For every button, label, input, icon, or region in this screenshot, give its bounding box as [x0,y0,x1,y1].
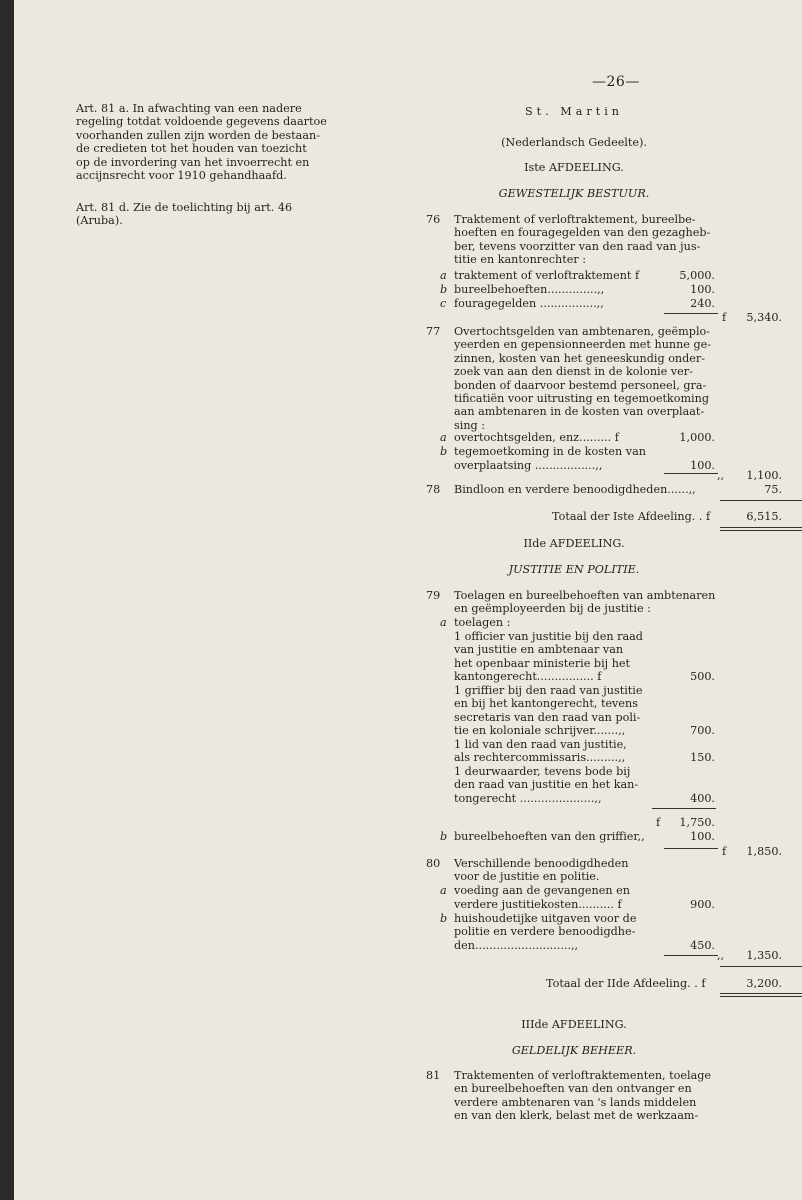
section-heading: IIde AFDEELING. [523,537,625,550]
sub-item-text [454,630,643,684]
sub-item-text [454,738,627,765]
note-line: accijnsrecht voor 1910 gehandhaafd. [76,169,287,183]
text-line: en bureelbehoeften van den ontvanger en [454,1082,692,1096]
item-amount: 450. [690,939,715,952]
text-line: hoeften en fouragegelden van den gezagheb- [454,226,711,240]
note-line: voorhanden zullen zijn worden de bestaan- [76,128,320,142]
item-text: toelagen : [454,616,511,629]
section-total-label: Totaal der IIde Afdeeling. . f [546,977,706,990]
article-number: 76 [426,213,441,226]
item-amount: 100. [690,283,715,296]
note-line: Art. 81 d. Zie de toelichting bij art. 46 [76,201,293,214]
article-text [454,1069,711,1123]
article-total: 1,350. [746,949,782,962]
item-text: overplaatsing .................,, [454,459,603,472]
sum-rule [664,473,718,474]
text-line: het openbaar ministerie bij het [454,656,631,670]
item-text: bureelbehoeften van den griffier,, [454,830,645,843]
text-line: politie en verdere benoodigdhe- [454,925,636,939]
item-letter: c [440,297,447,310]
text-line: yeerden en gepensionneerden met hunne ge- [454,338,712,352]
article-number: 80 [426,857,441,870]
item-amount: 240. [690,297,715,310]
article-total: 5,340. [746,311,782,324]
text-line: sing : [454,418,486,432]
note-line: (Aruba). [76,214,123,228]
article-text [454,589,715,616]
text-line: voor de justitie en politie. [454,870,600,884]
sub-item-text [454,765,638,805]
article-text: Bindloon en verdere benoodigdheden......,, [454,483,696,496]
text-line: Overtochtsgelden van ambtenaren, geëmplo- [454,325,711,338]
text-line: tongerecht .....................,, [454,791,602,805]
item-amount: 900. [690,898,715,911]
island-title: St. Martin [524,105,624,118]
double-rule [720,527,802,528]
text-line: verdere ambtenaren van 's lands middelen [454,1095,697,1109]
text-line: bonden of daarvoor bestemd personeel, gra- [454,378,707,392]
item-amount: 700. [690,724,715,737]
total-prefix: ,, [717,949,725,962]
text-line: den...........................,, [454,938,579,952]
island-subtitle: (Nederlandsch Gedeelte). [501,136,647,149]
item-text: tegemoetkoming in de kosten van [454,445,646,458]
item-text: verdere justitiekosten.......... f [454,898,622,911]
text-line: Verschillende benoodigdheden [454,857,629,870]
text-line: 1 deurwaarder, tevens bode bij [454,765,631,778]
sub-item-text [454,684,642,738]
note-line: Art. 81 a. In afwachting van een nadere [76,102,302,115]
item-amount: 1,000. [679,431,715,444]
text-line: Toelagen en bureelbehoeften van ambtenaren [454,589,716,602]
text-line: titie en kantonrechter : [454,253,587,267]
item-text [454,912,636,952]
item-letter: b [440,283,448,296]
sum-rule [652,808,716,809]
double-rule [720,530,802,531]
article-number: 79 [426,589,441,602]
article-text [454,213,710,267]
section-title: JUSTITIE EN POLITIE. [508,563,640,576]
article-total: 1,100. [746,469,782,482]
note-line: de credieten tot het houden van toezicht [76,142,307,156]
text-line: 1 griffier bij den raad van justitie [454,684,643,697]
note-art81d [76,201,292,228]
text-line: 1 officier van justitie bij den raad [454,630,643,643]
item-letter: b [440,445,448,458]
text-line: ber, tevens voorzitter van den raad van jus- [454,239,701,253]
book-binding-edge [0,0,14,1200]
item-text: overtochtsgelden, enz......... f [454,431,619,444]
sum-rule [664,848,718,849]
text-line: Traktementen of verloftraktementen, toelage [454,1069,712,1082]
text-line: en geëmployeerden bij de justitie : [454,602,651,616]
item-letter: a [440,884,447,897]
article-text [454,325,711,432]
double-rule [720,996,802,997]
item-text: bureelbehoeften..............,, [454,283,605,296]
total-prefix: f [722,311,727,324]
text-line: secretaris van den raad van poli- [454,710,641,724]
sum-rule [720,966,802,967]
article-total: 75. [764,483,782,496]
item-letter: b [440,830,448,843]
section-total-amount: 6,515. [746,510,782,523]
item-letter: a [440,269,447,282]
text-line: zoek van aan den dienst in de kolonie ver- [454,365,693,379]
item-amount: 100. [690,459,715,472]
text-line: 1 lid van den raad van justitie, [454,738,627,751]
sum-rule [664,955,718,956]
article-text [454,857,628,884]
text-line: tificatiën voor uitrusting en tegemoetkoming [454,392,710,406]
item-amount: 5,000. [679,269,715,282]
item-text: traktement of verloftraktement f [454,269,640,282]
text-line: kantongerecht................ f [454,670,602,684]
section-heading: Iste AFDEELING. [524,161,624,174]
section-title: GEWESTELIJK BESTUUR. [498,187,650,200]
article-number: 78 [426,483,441,496]
item-amount: 100. [690,830,715,843]
sum-rule [720,500,802,501]
item-letter: a [440,431,447,444]
item-amount: 500. [690,670,715,683]
section-total-amount: 3,200. [746,977,782,990]
text-line: den raad van justitie en het kan- [454,778,639,792]
article-number: 81 [426,1069,441,1082]
item-text: fouragegelden ................,, [454,297,604,310]
text-line: tie en koloniale schrijver.......,, [454,724,626,738]
text-line: en bij het kantongerecht, tevens [454,697,638,711]
text-line: aan ambtenaren in de kosten van overplaat- [454,405,705,419]
text-line: van justitie en ambtenaar van [454,643,624,657]
note-line: op de invordering van het invoerrecht en [76,155,310,169]
section-total-label: Totaal der Iste Afdeeling. . f [552,510,711,523]
total-prefix: ,, [717,469,725,482]
total-prefix: f [722,845,727,858]
article-total: 1,850. [746,845,782,858]
subtotal-prefix: f [656,816,661,829]
note-art81a [76,102,327,182]
text-line: en van den klerk, belast met de werkzaam- [454,1109,699,1123]
note-line: regeling totdat voldoende gegevens daartoe [76,115,327,129]
item-letter: b [440,912,448,925]
text-line: als rechtercommissaris.........,, [454,751,626,765]
item-letter: a [440,616,447,629]
page-number: —26— [592,74,640,90]
text-line: zinnen, kosten van het geneeskundig onder- [454,351,706,365]
sum-rule [664,313,718,314]
section-heading: IIIde AFDEELING. [521,1018,627,1031]
subtotal-amount: 1,750. [679,816,715,829]
item-amount: 150. [690,751,715,764]
double-rule [720,993,802,994]
text-line: huishoudetijke uitgaven voor de [454,912,637,925]
section-title: GELDELIJK BEHEER. [511,1044,637,1057]
text-line: Traktement of verloftraktement, bureelbe- [454,213,696,226]
item-amount: 400. [690,792,715,805]
item-text: voeding aan de gevangenen en [454,884,630,897]
article-number: 77 [426,325,441,338]
